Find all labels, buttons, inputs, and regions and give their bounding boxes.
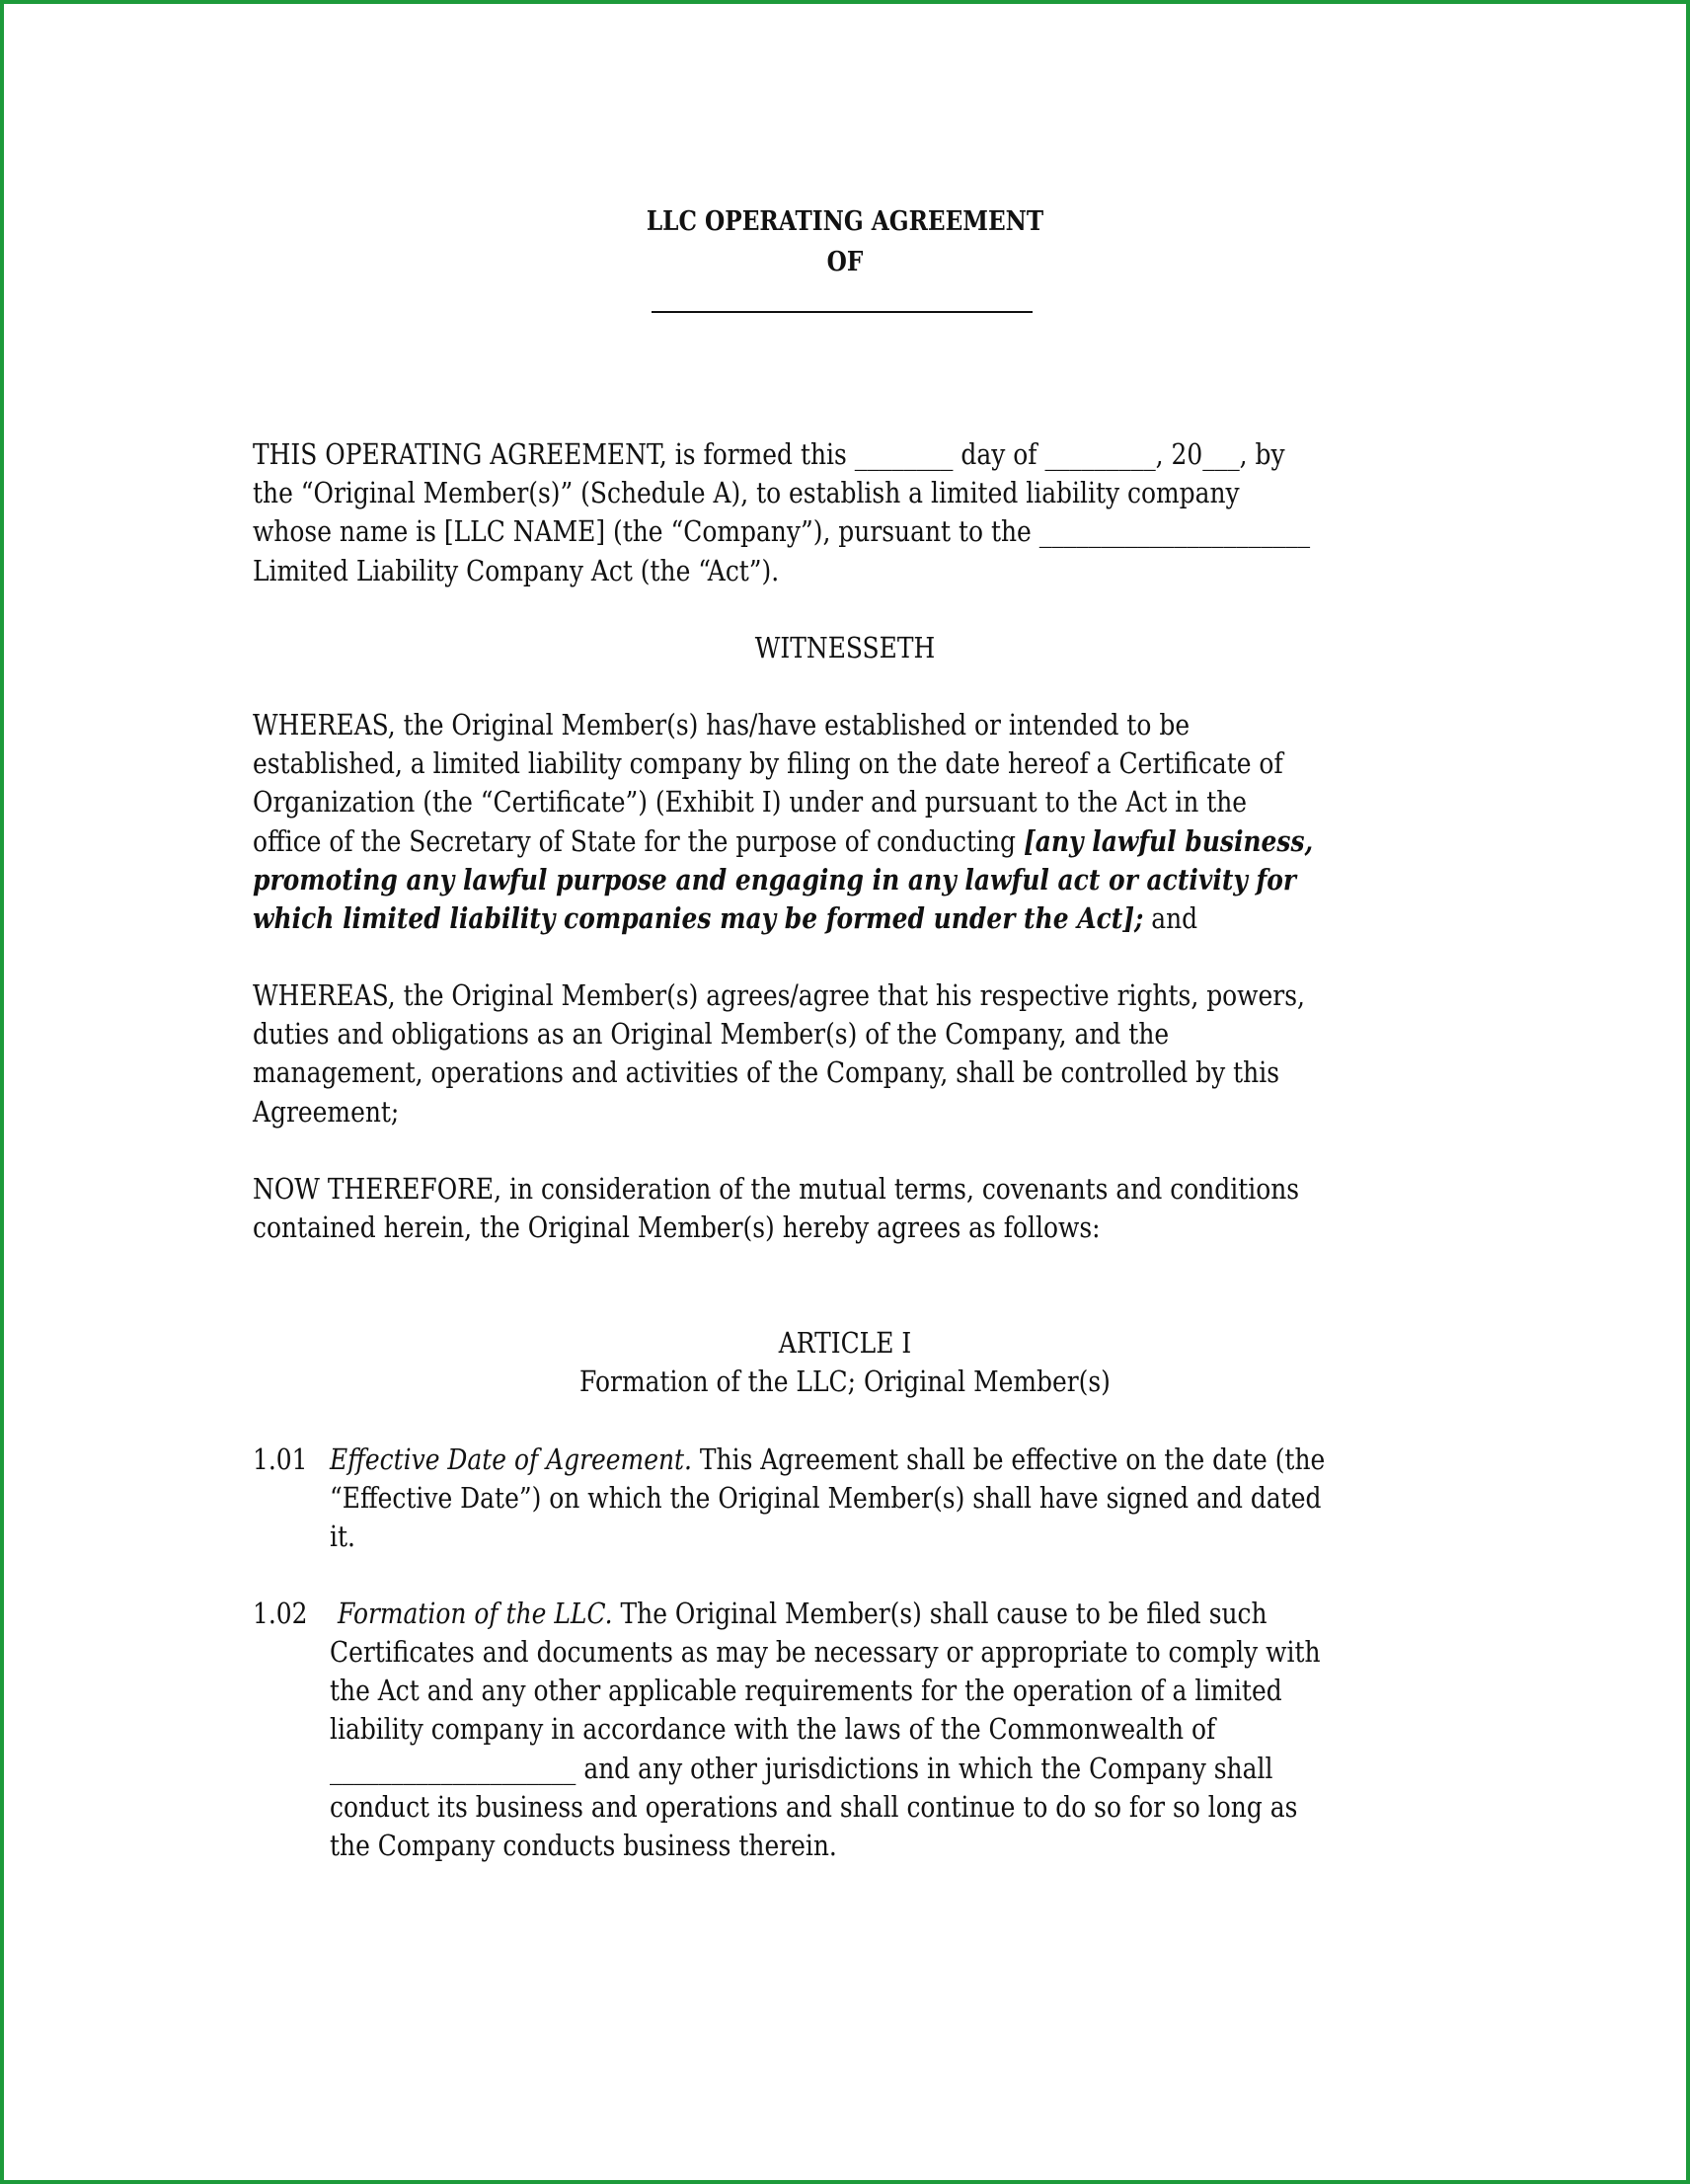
intro-line: whose name is [LLC NAME] (the “Company”), pursuant to the ______________________	[253, 514, 1311, 549]
purpose-clause: promoting any lawful purpose and engaging in any lawful act or activity for	[253, 862, 1297, 897]
whereas-line: management, operations and activities of the Company, shall be controlled by this	[253, 1055, 1280, 1090]
section-heading: Effective Date of Agreement.	[330, 1443, 692, 1476]
section-heading: Formation of the LLC.	[338, 1597, 613, 1630]
whereas-line: established, a limited liability company by filing on the date hereof a Certificate of	[253, 746, 1283, 781]
section-1-01	[330, 1441, 1325, 1557]
document-title-of: OF	[826, 247, 864, 277]
section-line-text: The Original Member(s) shall cause to be filed such	[612, 1597, 1268, 1630]
whereas-line-text: office of the Secretary of State for the purpose of conducting	[253, 823, 1024, 858]
section-1-02	[330, 1633, 1321, 1865]
intro-line: Limited Liability Company Act (the “Act”).	[253, 553, 780, 587]
document-title: LLC OPERATING AGREEMENT	[646, 206, 1044, 237]
section-number: 1.01	[253, 1443, 308, 1476]
section-line	[338, 1595, 1268, 1633]
section-line: “Effective Date”) on which the Original Member(s) shall have signed and dated	[330, 1481, 1322, 1516]
whereas-line: Agreement;	[253, 1094, 400, 1129]
section-line: ____________________ and any other jurisdictions in which the Company shall	[330, 1751, 1273, 1785]
whereas-line-text: and	[1143, 900, 1198, 935]
intro-line: THIS OPERATING AGREEMENT, is formed this ________ day of _________, 20___, by	[253, 437, 1285, 471]
purpose-clause: [any lawful business,	[1023, 823, 1314, 858]
section-line: Certificates and documents as may be necessary or appropriate to comply with	[330, 1635, 1321, 1669]
whereas-line: duties and obligations as an Original Member(s) of the Company, and the	[253, 1017, 1170, 1052]
now-therefore-paragraph	[253, 1170, 1299, 1247]
whereas-line: Organization (the “Certificate”) (Exhibit I) under and pursuant to the Act in the	[253, 785, 1248, 819]
whereas-line	[253, 899, 1313, 938]
section-line	[330, 1441, 1325, 1479]
company-name-blank-line	[652, 311, 1033, 313]
section-line-text: This Agreement shall be effective on the date (the	[691, 1443, 1326, 1476]
article-subtitle: Formation of the LLC; Original Member(s)	[579, 1365, 1111, 1398]
intro-paragraph	[253, 435, 1310, 590]
section-1-02-first-line	[338, 1595, 1268, 1633]
whereas-line: WHEREAS, the Original Member(s) agrees/agree that his respective rights, powers,	[253, 978, 1305, 1012]
whereas-line	[253, 822, 1313, 861]
whereas-paragraph-2	[253, 976, 1305, 1131]
intro-line: the “Original Member(s)” (Schedule A), to establish a limited liability company	[253, 476, 1240, 510]
section-line: the Company conducts business therein.	[330, 1828, 837, 1862]
whereas-line: WHEREAS, the Original Member(s) has/have established or intended to be	[253, 708, 1191, 741]
witnesseth-heading: WITNESSETH	[754, 631, 936, 664]
section-line: the Act and any other applicable requirements for the operation of a limited	[330, 1674, 1282, 1708]
now-therefore-line: NOW THEREFORE, in consideration of the mutual terms, covenants and conditions	[253, 1172, 1300, 1206]
section-line: liability company in accordance with the laws of the Commonwealth of	[330, 1712, 1216, 1747]
section-line: it.	[330, 1520, 355, 1554]
whereas-paragraph-1	[253, 706, 1313, 938]
purpose-clause: which limited liability companies may be formed under the Act];	[253, 900, 1144, 935]
section-number: 1.02	[253, 1597, 308, 1630]
now-therefore-line: contained herein, the Original Member(s) hereby agrees as follows:	[253, 1210, 1101, 1245]
article-heading: ARTICLE I	[778, 1326, 912, 1360]
section-line: conduct its business and operations and shall continue to do so for so long as	[330, 1789, 1298, 1824]
